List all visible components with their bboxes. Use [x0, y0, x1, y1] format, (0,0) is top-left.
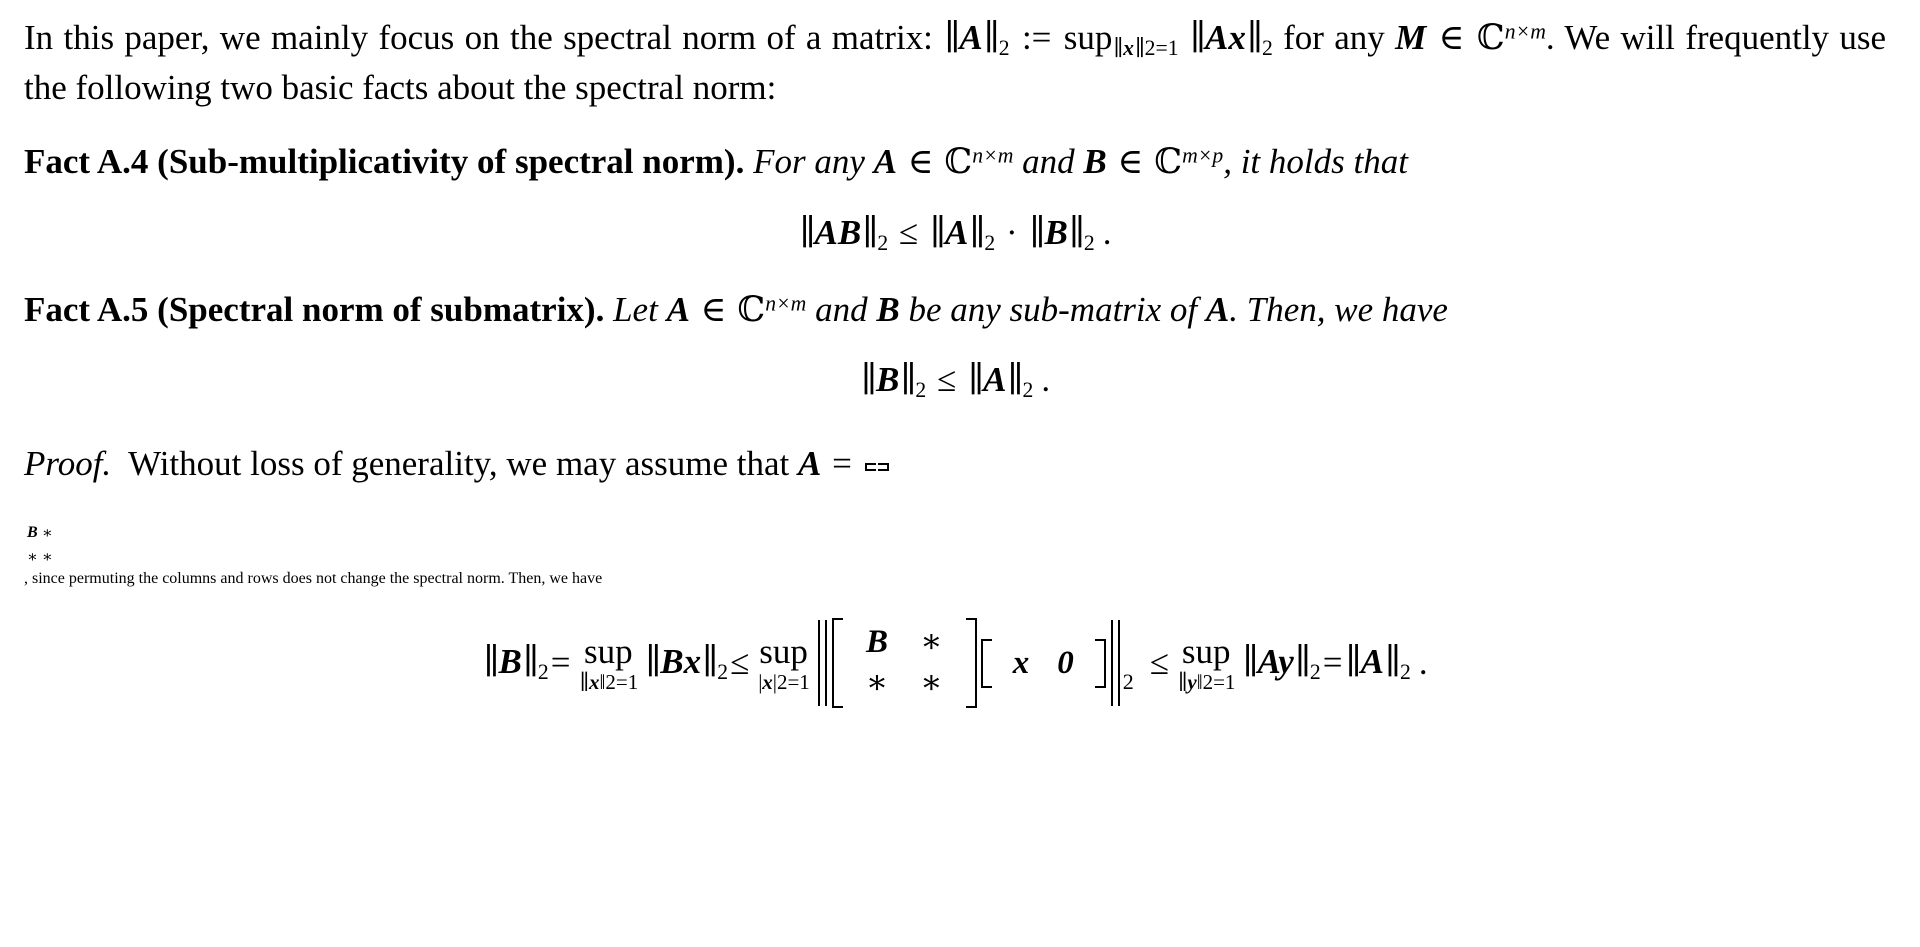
- proof-equals: =: [832, 444, 852, 484]
- intro-defined-as: :=: [1021, 18, 1052, 57]
- proof-eq-sup3-rest: ‖2=1: [1196, 669, 1236, 694]
- proof-eq-t3: Ay: [1257, 641, 1294, 681]
- proof-eq-sup2-rest: |2=1: [772, 669, 810, 694]
- eq-a4-rel: ≤: [898, 212, 919, 252]
- fact-a5-in-symbol: ∈: [700, 289, 727, 329]
- proof-eq-sup3: [1177, 631, 1236, 694]
- proof-eq-matrix-a-11: ∗: [920, 665, 943, 702]
- intro-matrix-ax: Ax: [1205, 18, 1246, 57]
- proof-eq-bignorm: [816, 618, 1122, 708]
- fact-a5-paragraph: [24, 286, 1886, 334]
- intro-field: ℂ: [1476, 18, 1505, 58]
- intro-norm2-sub: 2: [1261, 36, 1273, 61]
- intro-in-symbol: ∈: [1438, 18, 1465, 57]
- proof-text-1: Without loss of generality, we may assume that: [128, 444, 790, 484]
- eq-a4-lhs: AB: [814, 212, 862, 252]
- proof-eq-t4-sub: 2: [1400, 659, 1411, 684]
- proof-matrix-cell-10: ∗: [27, 549, 38, 567]
- intro-norm2-open: ∥: [1189, 18, 1204, 57]
- proof-eq-eq2: =: [1322, 643, 1343, 683]
- intro-sup-limit-rest: 2=1: [1144, 36, 1179, 61]
- proof-eq-matrix-b: [981, 639, 1106, 688]
- fact-a4-in-symbol-2: ∈: [1117, 142, 1144, 182]
- eq-a4-rhs-1-sub: 2: [984, 230, 996, 255]
- proof-eq-sup1-limit: ∥x‖2=1: [579, 669, 639, 694]
- proof-eq-matrix-a: [832, 618, 977, 708]
- eq-a4-dot: ·: [1006, 212, 1018, 252]
- intro-text-before: In this paper, we mainly focus on the spectral norm of a matrix:: [24, 18, 933, 57]
- eq-a5-rhs: A: [983, 359, 1007, 399]
- intro-text-mid: for any: [1283, 18, 1385, 57]
- proof-eq-sup2: [757, 631, 810, 694]
- eq-a4-lhs-sub: 2: [877, 230, 889, 255]
- intro-sup-limit-var: x: [1123, 36, 1134, 61]
- fact-a5-b-var: B: [876, 289, 900, 329]
- proof-eq-t2-sub: 2: [717, 659, 729, 684]
- fact-a5-statement-3: . Then, we have: [1229, 289, 1448, 329]
- proof-label: Proof.: [24, 444, 112, 484]
- proof-eq-bignorm-group: [816, 618, 1134, 708]
- fact-a4-paragraph: [24, 138, 1886, 186]
- eq-a4-rhs-2-sub: 2: [1083, 230, 1095, 255]
- fact-a5-equation: $\parallel B\parallel_2$ ≤ $\parallel A\parallel_2$ .: [860, 359, 1051, 403]
- eq-a5-lhs-sub: 2: [915, 378, 927, 403]
- fact-a5-a-var-2: A: [1205, 289, 1230, 329]
- fact-a4-dims-b: m×p: [1182, 143, 1224, 168]
- proof-eq-matrix-a-01: ∗: [920, 624, 943, 661]
- fact-a4-a-var: A: [873, 142, 897, 182]
- intro-norm-close: ∥: [983, 18, 998, 57]
- fact-a4-and: and: [1022, 142, 1075, 182]
- fact-a4-field-a: ℂ: [944, 142, 973, 183]
- intro-matrix-a: A: [959, 18, 983, 57]
- eq-a5-lhs: B: [875, 359, 900, 399]
- proof-matrix-cell-11: ∗: [41, 549, 53, 567]
- proof-eq-bignorm-sub: 2: [1122, 669, 1134, 695]
- proof-eq-sup3-limit: ∥y‖2=1: [1177, 669, 1236, 694]
- proof-eq-sup1-op: sup: [584, 631, 633, 671]
- fact-a4-statement-2: , it holds that: [1223, 142, 1408, 182]
- intro-dims: n×m: [1504, 19, 1546, 44]
- intro-sup-op: sup: [1063, 18, 1113, 57]
- fact-a4-in-symbol: ∈: [907, 142, 934, 182]
- intro-paragraph: In this paper, we mainly focus on the spectral norm of a matrix: $\parallel A\parallel_2$ := sup$_{\parallel x\parallel 2=1}$ $\parallel Ax\parallel_2$ for any M ∈ ℂ$^{n\times m}$. We will frequently use the following two basic facts about the spectral norm:: [24, 18, 1887, 107]
- fact-a5-dims: n×m: [765, 291, 807, 316]
- intro-norm-sub: 2: [998, 36, 1010, 61]
- proof-eq-sup1: [579, 631, 639, 694]
- proof-text-2: , since permuting the columns and rows does not change the spectral norm. Then, we have: [24, 570, 603, 588]
- proof-eq-t2: Bx: [660, 641, 702, 681]
- proof-eq-t1: B: [498, 641, 522, 681]
- fact-a5-field: ℂ: [737, 289, 766, 330]
- eq-a4-period: .: [1102, 212, 1112, 252]
- eq-a4-rhs-1: A: [944, 212, 969, 252]
- proof-eq-sup2-limit: |x|2=1: [758, 669, 810, 694]
- eq-a5-rel: ≤: [937, 359, 957, 399]
- intro-text-after: . We will frequently use the following two basic facts about the spectral norm:: [24, 18, 1887, 107]
- fact-a5-statement-1: Let: [613, 289, 658, 329]
- proof-equation: $\parallel B\parallel_2$ = sup ∥x‖2=1 $\parallel Bx\parallel_2$ ≤ sup |x|2=1 B ∗ ∗ ∗ x 0 2 ≤ sup ∥y‖2=1 $\parallel Ay\parallel_2$ = $\parallel A\parallel_2$ .: [24, 618, 1886, 708]
- proof-eq-eq1: =: [550, 643, 571, 683]
- fact-a4-field-b: ℂ: [1154, 142, 1183, 183]
- proof-paragraph: [24, 433, 1886, 494]
- fact-a4-b-var: B: [1083, 142, 1107, 182]
- fact-a4-equation: $\parallel AB\parallel_2$ ≤ $\parallel A\parallel_2$ · $\parallel B\parallel_2$ .: [799, 212, 1112, 255]
- proof-eq-matrix-b-00: x: [1012, 644, 1030, 681]
- fact-a4-statement-1: For any: [753, 142, 865, 182]
- proof-eq-matrix-a-00: B: [866, 624, 889, 661]
- proof-eq-sup3-op: sup: [1181, 631, 1231, 671]
- eq-a4-rhs-2: B: [1044, 212, 1068, 252]
- proof-eq-sup1-var: x: [588, 669, 600, 694]
- proof-eq-t3-sub: 2: [1309, 659, 1321, 684]
- eq-a5-rhs-sub: 2: [1022, 378, 1034, 403]
- fact-a4-dims-a: n×m: [972, 143, 1014, 168]
- proof-eq-sup2-var: x: [762, 669, 773, 694]
- proof-matrix-cell-00: B: [27, 524, 38, 542]
- proof-matrix: [865, 463, 889, 471]
- proof-eq-rel1: ≤: [730, 643, 750, 683]
- proof-eq-sup1-rest: ‖2=1: [599, 669, 639, 694]
- fact-a4-label: Fact A.4 (Sub-multiplicativity of spectral norm).: [24, 142, 745, 182]
- fact-a5-a-var: A: [666, 289, 690, 329]
- proof-a-var: A: [797, 444, 822, 484]
- proof-eq-sup2-op: sup: [759, 631, 808, 671]
- proof-eq-rel2: ≤: [1149, 643, 1169, 683]
- intro-norm-open: ∥: [944, 18, 959, 57]
- proof-eq-sup3-var: y: [1187, 669, 1197, 694]
- fact-a5-label: Fact A.5 (Spectral norm of submatrix).: [24, 289, 605, 329]
- intro-m-var: M: [1395, 18, 1427, 57]
- fact-a5-and: and: [815, 289, 868, 329]
- fact-a5-statement-2: be any sub-matrix of: [908, 289, 1198, 329]
- proof-eq-t4: A: [1360, 641, 1384, 681]
- proof-eq-period: .: [1418, 643, 1428, 683]
- proof-eq-matrix-a-10: ∗: [865, 665, 889, 702]
- proof-matrix-cell-01: ∗: [41, 525, 53, 543]
- eq-a5-period: .: [1041, 359, 1051, 399]
- intro-norm2-close: ∥: [1246, 18, 1261, 57]
- proof-eq-t1-sub: 2: [537, 659, 549, 684]
- proof-eq-matrix-b-01: 0: [1057, 644, 1074, 681]
